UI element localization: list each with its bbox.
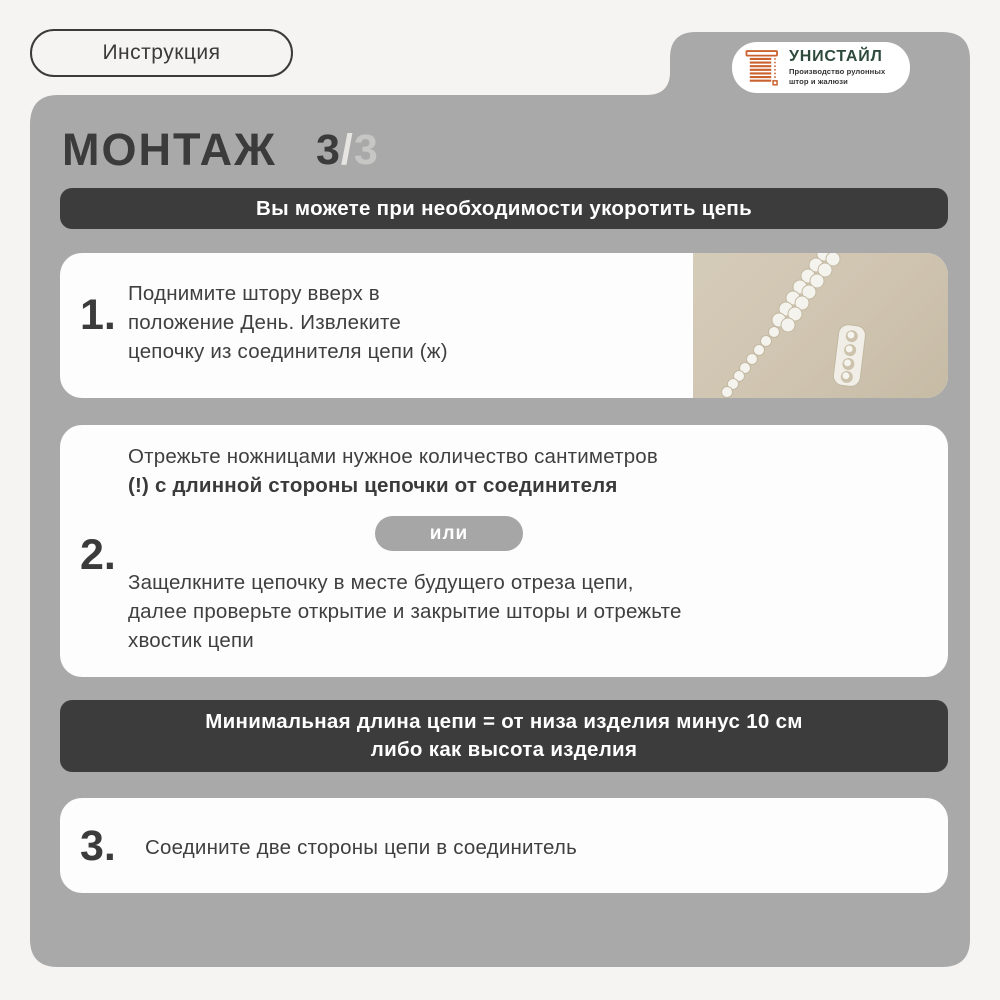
brand-name: УНИСТАЙЛ bbox=[789, 48, 883, 66]
step-3-card bbox=[60, 798, 948, 893]
or-pill-label: или bbox=[429, 522, 469, 544]
step-2-option-2 bbox=[128, 568, 682, 655]
step-1-line1: Поднимите штору вверх в bbox=[128, 282, 380, 305]
brand-tagline-line2: штор и жалюзи bbox=[789, 77, 848, 86]
page-current: 3 bbox=[316, 126, 341, 174]
step-1-line2: положение День. Извлеките bbox=[128, 311, 401, 334]
banner-min-length-line2: либо как высота изделия bbox=[370, 738, 638, 761]
step-2-option-1 bbox=[128, 442, 658, 500]
step-2-option-2-line1: Защелкните цепочку в месте будущего отреза цепи, bbox=[128, 571, 634, 594]
chain-connector bbox=[832, 324, 866, 388]
banner-shorten-chain bbox=[60, 188, 948, 229]
chain-photo-illustration bbox=[693, 253, 948, 398]
banner-min-length-line1: Минимальная длина цепи = от низа изделия минус 10 см bbox=[205, 710, 803, 733]
page-title: МОНТАЖ bbox=[62, 124, 277, 175]
step-1-text bbox=[128, 279, 448, 366]
step-2-option-1-line1: Отрежьте ножницами нужное количество сантиметров bbox=[128, 445, 658, 468]
banner-shorten-chain-text: Вы можете при необходимости укоротить цепь bbox=[255, 196, 752, 220]
instruction-badge bbox=[30, 29, 293, 77]
page-total: 3 bbox=[353, 126, 379, 174]
step-2-number: 2. bbox=[80, 531, 116, 579]
brand-logo bbox=[732, 42, 910, 93]
or-pill bbox=[375, 516, 523, 551]
blinds-icon bbox=[744, 48, 782, 88]
step-1-card bbox=[60, 253, 948, 398]
banner-min-length bbox=[60, 700, 948, 772]
step-2-option-2-line3: хвостик цепи bbox=[128, 629, 254, 652]
step-2-option-1-line2: (!) с длинной стороны цепочки от соединителя bbox=[128, 474, 618, 497]
step-3-text: Соедините две стороны цепи в соединитель bbox=[145, 836, 577, 859]
page-counter bbox=[316, 126, 379, 175]
brand-logo-text bbox=[789, 49, 885, 85]
brand-tagline-line1: Производство рулонных bbox=[789, 66, 886, 76]
step-2-option-2-line2: далее проверьте открытие и закрытие шторы и отрежьте bbox=[128, 600, 682, 623]
step-3-number: 3. bbox=[80, 822, 116, 870]
step-2-card bbox=[60, 425, 948, 677]
step-1-number: 1. bbox=[80, 291, 116, 339]
page-separator: / bbox=[340, 126, 354, 174]
chain-photo bbox=[693, 253, 948, 398]
step-1-line3: цепочку из соединителя цепи (ж) bbox=[128, 340, 448, 363]
instruction-badge-label: Инструкция bbox=[102, 41, 221, 64]
